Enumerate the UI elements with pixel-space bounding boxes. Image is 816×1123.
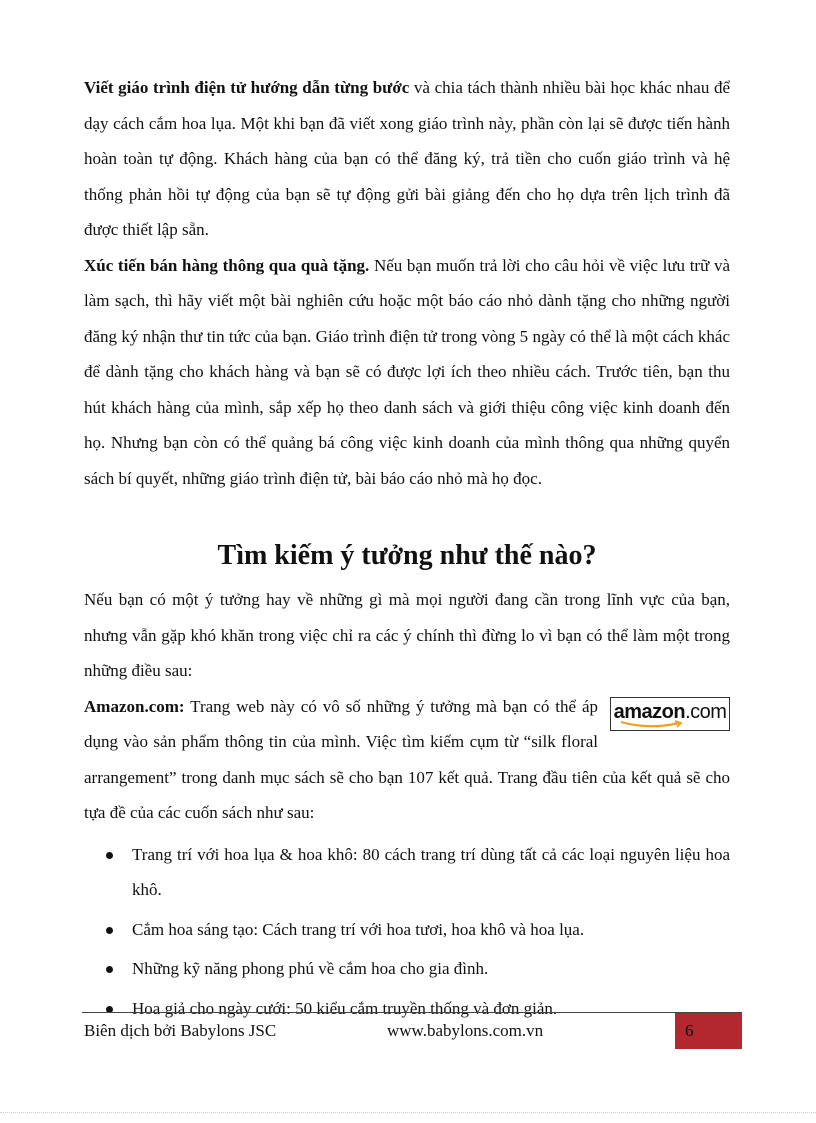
paragraph-gift-promotion — [84, 248, 730, 497]
footer-translator: Biên dịch bởi Babylons JSC — [84, 1021, 277, 1040]
footer-divider — [82, 1012, 742, 1013]
page-edge-divider — [0, 1112, 816, 1113]
bullet-icon — [106, 852, 113, 859]
list-item: Trang trí với hoa lụa & hoa khô: 80 cách trang trí dùng tất cả các loại nguyên liệu hoa khô. — [84, 837, 730, 908]
paragraph-body: và chia tách thành nhiều bài học khác nhau để dạy cách cắm hoa lụa. Một khi bạn đã viết xong giáo trình này, phần còn lại sẽ được tiến hành hoàn toàn tự động. Khách hàng của bạn có thể đăng ký, trả tiền cho cuốn giáo trình và hệ thống phản hồi tự động của bạn sẽ tự động gửi bài giảng đến cho họ dựa trên lịch trình đã được thiết lập sẵn. — [84, 78, 730, 239]
amazon-logo — [610, 697, 730, 731]
amazon-logo-word: amazon — [613, 700, 686, 723]
amazon-smile-icon — [619, 720, 689, 729]
paragraph-lead-bold: Viết giáo trình điện tử hướng dẫn từng bước — [84, 78, 410, 97]
page-content — [84, 70, 730, 1030]
paragraph-amazon — [84, 689, 730, 831]
bullet-icon — [106, 927, 113, 934]
page-number: 6 — [675, 1013, 742, 1049]
book-title-list — [84, 837, 730, 1027]
list-item: Cắm hoa sáng tạo: Cách trang trí với hoa tươi, hoa khô và hoa lụa. — [84, 912, 730, 948]
footer-website: www.babylons.com.vn — [387, 1021, 544, 1040]
list-item: Những kỹ năng phong phú về cắm hoa cho gia đình. — [84, 951, 730, 987]
paragraph-ebook-course — [84, 70, 730, 248]
paragraph-body: Trang web này có vô số những ý tưởng mà bạn có thể áp dụng vào sản phẩm thông tin của mình. Việc tìm kiếm cụm từ “silk floral arrangement” trong danh mục sách sẽ cho bạn 107 kết quả. Trang đầu tiên của kết quả sẽ cho tựa đề của các cuốn sách như sau: — [84, 696, 730, 822]
section-heading: Tìm kiếm ý tưởng như thế nào? — [217, 540, 597, 571]
paragraph-body: Nếu bạn muốn trả lời cho câu hỏi về việc lưu trữ và làm sạch, thì hãy viết một bài nghiên cứu hoặc một báo cáo nhỏ dành tặng cho những người đăng ký nhận thư tin tức của bạn. Giáo trình điện tử trong vòng 5 ngày có thể là một cách khác để dành tặng cho khách hàng và bạn sẽ có được lợi ích theo nhiều cách. Trước tiên, bạn thu hút khách hàng của mình, sắp xếp họ theo danh sách và giới thiệu công việc kinh doanh đến họ. Nhưng bạn còn có thể quảng bá công việc kinh doanh của mình thông qua những quyển sách bí quyết, những giáo trình điện tử, bài báo cáo nhỏ mà họ đọc. — [84, 255, 731, 488]
paragraph-lead-bold: Xúc tiến bán hàng thông qua quà tặng. — [84, 255, 370, 275]
paragraph-lead-bold: Amazon.com: — [84, 696, 185, 716]
section-intro: Nếu bạn có một ý tưởng hay về những gì mà mọi người đang cần trong lĩnh vực của bạn, nhưng vẫn gặp khó khăn trong việc chỉ ra các ý chính thì đừng lo vì bạn có thể làm một trong những điều sau: — [84, 590, 730, 680]
bullet-icon — [106, 966, 113, 973]
amazon-logo-suffix: .com — [685, 700, 727, 723]
list-item: Hoa giả cho ngày cưới: 50 kiểu cắm truyền thống và đơn giản. — [84, 991, 730, 1027]
page-footer — [84, 1016, 744, 1046]
